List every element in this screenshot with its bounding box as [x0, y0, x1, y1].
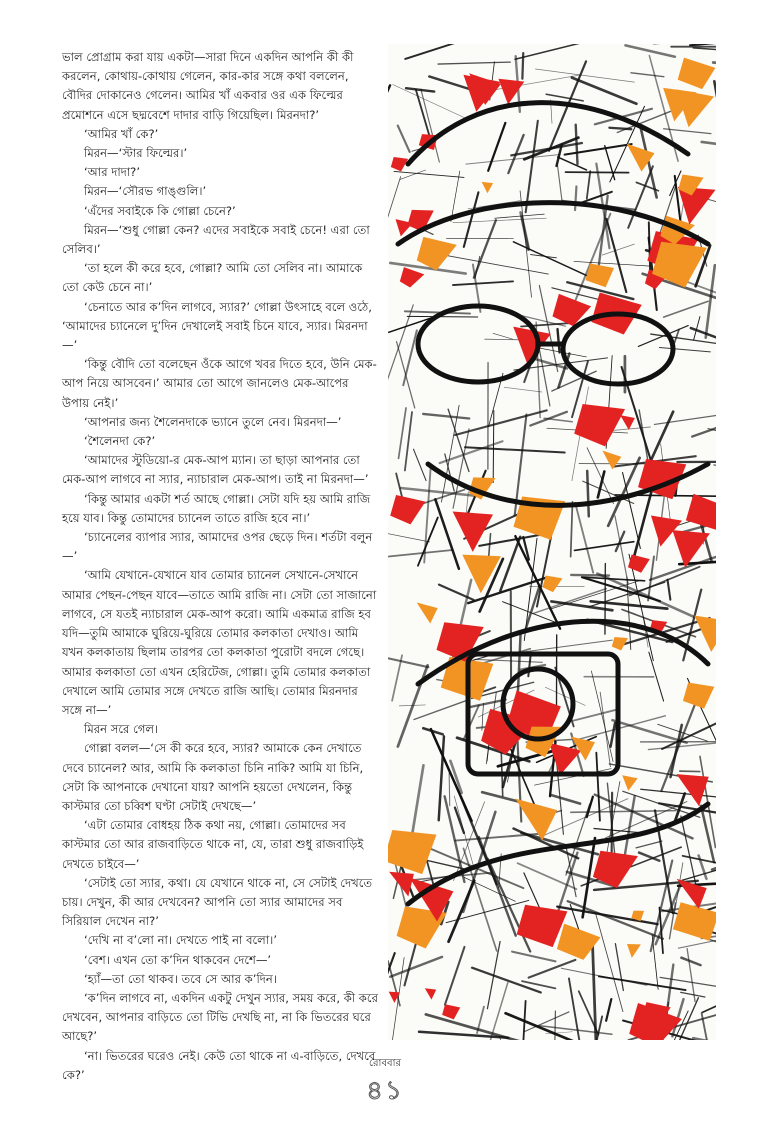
- color-shard: [442, 1004, 460, 1019]
- sketch-stroke: [609, 128, 631, 129]
- sketch-stroke: [407, 316, 477, 317]
- sketch-stroke: [455, 410, 547, 435]
- sketch-stroke: [489, 534, 491, 559]
- body-paragraph: ‘ক’দিন লাগবে না, একদিন একটু দেখুন স্যার, সময় করে, কী করে দেখবেন, আপনার বাড়িতে তো টিভি দেখছি না, না কি ভিতরের ঘরে আছে?’: [62, 990, 378, 1044]
- sketch-stroke: [405, 44, 454, 59]
- sketch-stroke: [683, 866, 716, 880]
- sketch-stroke: [515, 44, 601, 59]
- sketch-illustration: [388, 44, 716, 1040]
- sketch-stroke: [493, 411, 494, 483]
- sketch-stroke: [641, 789, 716, 797]
- body-paragraph: ‘এটা তোমার বোধহয় ঠিক কথা নয়, গোল্লা। তোমাদের সব কাস্টমার তো আর রাজবাড়িতে থাকে না, যে, তারা শুধু রাজবাড়িই দেখতে চাইবে—’: [62, 818, 364, 871]
- sketch-stroke: [714, 81, 716, 110]
- sketch-stroke: [615, 944, 623, 991]
- sketch-stroke: [406, 88, 434, 91]
- sketch-stroke: [453, 281, 513, 285]
- sketch-stroke: [449, 881, 475, 942]
- body-paragraph: মিরন—‘সৌরভ গাঙ্গুলি।’: [84, 184, 207, 199]
- sketch-stroke: [571, 502, 573, 557]
- sketch-stroke: [659, 348, 710, 352]
- sketch-stroke: [566, 804, 590, 875]
- sketch-stroke: [435, 499, 459, 568]
- sketch-stroke: [558, 329, 560, 352]
- sketch-stroke: [702, 975, 716, 1012]
- sketch-stroke: [571, 575, 609, 576]
- body-paragraph: ‘আমি যেখানে-যেখানে যাব তোমার চ্যানেল সেখানে-সেখানে আমার পেছন-পেছন যাবে—তাতে আমি রাজি না। সেটা তো সাজানো লাগবে, সে যতই ন্যাচারাল মেক-আপ করো। আমি একমাত্র রাজি হব যদি—তুমি আমাকে ঘুরিয়ে-ঘুরিয়ে তোমার কলকাতা দেখাও। আমি যখন কলকাতায় ছিলাম তারপর তো কলকাতা পুরোটা বদলে গেছে। আমার কলকাতা তো এখন হেরিটেজ, গোল্লা। তুমি তোমার কলকাতা দেখালে আমি তোমার সঙ্গে দেখতে রাজি আছি। তোমার মিরনদার সঙ্গে না—’: [62, 568, 377, 717]
- sketch-stroke: [393, 85, 466, 119]
- sketch-stroke: [690, 44, 716, 45]
- color-shard: [390, 495, 425, 524]
- color-shard: [400, 267, 424, 287]
- color-shard: [622, 775, 637, 790]
- sketch-stroke: [518, 634, 521, 691]
- color-shard: [620, 415, 635, 430]
- body-paragraph: ‘সেটাই তো স্যার, কথা। যে যেখানে থাকে না, সে সেটাই দেখতে চায়। দেখুন, কী আর দেখবেন? আপনি তো স্যার আমাদের সব সিরিয়াল দেখেন না?’: [62, 875, 373, 929]
- body-paragraph: ‘আর দাদা?’: [84, 165, 141, 180]
- sketch-stroke: [693, 1038, 716, 1040]
- body-paragraph: ভাল প্রোগ্রাম করা যায় একটা—সারা দিনে একদিন আপনি কী কী করলেন, কোথায়-কোথায় গেলেন, কার-কার সঙ্গে কথা বললেন, বৌদির দোকানেও গেলেন। আমির খাঁ একবার ওর এক ফিল্মের প্রমোশনে এসে ছদ্মবেশে দাদার বাড়ি গিয়েছিল। মিরনদা?’: [62, 50, 354, 122]
- body-paragraph: ‘চ্যানেলের ব্যাপার স্যার, আমাদের ওপর ছেড়ে দিন। শর্তটা বলুন—’: [62, 530, 373, 564]
- body-paragraph: ‘আপনার জন্য শৈলেনদাকে ভ্যানে তুলে নেব। মিরনদা—’: [84, 414, 342, 429]
- sketch-stroke: [522, 217, 529, 249]
- sketch-stroke: [479, 837, 516, 936]
- body-paragraph: মিরন—‘শুধু গোল্লা কেন? এদের সবাইকে সবাই চেনে! এরা তো সেলিব।’: [62, 222, 370, 257]
- sketch-stroke: [453, 429, 469, 508]
- sketch-stroke: [606, 999, 611, 1021]
- color-shard: [482, 182, 493, 193]
- sketch-stroke: [504, 387, 542, 392]
- sketch-stroke: [664, 301, 709, 317]
- sketch-stroke: [574, 261, 651, 266]
- sketch-stroke: [558, 157, 587, 170]
- sketch-stroke: [526, 121, 538, 213]
- sketch-stroke: [668, 580, 671, 600]
- sketch-stroke: [535, 769, 612, 786]
- color-shard: [673, 902, 716, 941]
- color-shard: [425, 988, 436, 999]
- sketch-stroke: [598, 471, 604, 497]
- sketch-stroke: [403, 330, 417, 385]
- sketch-stroke: [495, 214, 545, 218]
- sketch-stroke: [390, 957, 442, 977]
- sketch-stroke: [513, 242, 589, 277]
- sketch-stroke: [612, 720, 686, 742]
- color-shard: [417, 603, 438, 624]
- sketch-stroke: [681, 992, 705, 997]
- sketch-stroke: [636, 841, 662, 848]
- color-shard: [678, 58, 716, 89]
- sketch-stroke: [389, 550, 453, 557]
- body-paragraph: ‘কিন্তু আমার একটা শর্ত আছে গোল্লা। সেটা যদি হয় আমি রাজি হয়ে যাব। কিন্তু তোমাদের চ্যানেল তাতে রাজি হবে না।’: [62, 491, 371, 525]
- sketch-stroke: [400, 170, 426, 179]
- body-paragraph: ‘দেখি না ব’লো না। দেখতে পাই না বলো।’: [84, 933, 278, 948]
- sketch-stroke: [654, 414, 716, 424]
- sketch-stroke: [518, 863, 577, 889]
- sketch-stroke: [525, 587, 539, 630]
- sketch-stroke: [643, 617, 648, 647]
- color-shard: [453, 511, 493, 551]
- color-shard: [628, 555, 650, 573]
- body-paragraph: মিরন—‘স্টার ফিল্মের।’: [84, 146, 188, 161]
- sketch-stroke: [557, 907, 657, 925]
- article-body: [62, 48, 378, 1085]
- sketch-stroke: [681, 958, 700, 965]
- sketch-stroke: [392, 655, 402, 700]
- sketch-stroke: [388, 85, 390, 160]
- sketch-stroke: [667, 965, 674, 1014]
- sketch-stroke: [649, 222, 650, 271]
- sketch-stroke: [488, 123, 505, 171]
- sketch-stroke: [399, 705, 425, 706]
- sketch-stroke: [493, 333, 513, 339]
- sketch-stroke: [587, 471, 589, 516]
- sketch-stroke: [714, 465, 716, 485]
- sketch-stroke: [701, 806, 714, 862]
- sketch-stroke: [512, 952, 555, 962]
- sketch-stroke: [631, 73, 664, 77]
- sketch-stroke: [592, 938, 596, 1040]
- sketch-stroke: [482, 703, 484, 730]
- sketch-stroke: [413, 449, 426, 480]
- sketch-stroke: [517, 640, 612, 653]
- page-number: ৪১: [366, 1076, 404, 1106]
- body-paragraph: ‘বেশ। এখন তো ক’দিন থাকবেন দেশে—’: [84, 952, 272, 967]
- sketch-stroke: [623, 796, 634, 864]
- color-shard: [417, 237, 457, 270]
- sketch-stroke: [591, 671, 613, 762]
- color-shard: [498, 79, 524, 105]
- sketch-stroke: [500, 537, 520, 591]
- sketch-stroke: [438, 62, 510, 64]
- sketch-stroke: [445, 255, 549, 274]
- sketch-stroke: [405, 412, 412, 470]
- color-shard: [585, 263, 614, 287]
- sketch-stroke: [441, 405, 459, 502]
- magazine-name: রোববার: [369, 1058, 401, 1069]
- sketch-stroke: [602, 244, 634, 255]
- color-shard: [574, 404, 625, 446]
- sketch-stroke: [693, 48, 716, 50]
- sketch-stroke: [418, 518, 438, 566]
- sketch-stroke: [539, 286, 557, 372]
- sketch-stroke: [455, 808, 464, 833]
- sketch-stroke: [399, 408, 406, 458]
- sketch-stroke: [626, 45, 675, 56]
- sketch-stroke: [587, 171, 590, 199]
- color-shard: [683, 683, 714, 709]
- body-paragraph: ‘না। ভিতরের ঘরেও নেই। কেউ তো থাকে না এ-বাড়িতে, দেখবে কে?’: [62, 1048, 376, 1082]
- body-paragraph: গোল্লা বলল—‘সে কী করে হবে, স্যার? আমাকে কেন দেখাতে দেবে চ্যানেল? আর, আমি কি কলকাতা চিনি নাকি? আমি যা চিনি, সেটা কি আপনাকে দেখানো যায়? আপনি হয়তো দেখলেন, কিন্তু কাস্টমার তো চব্বিশ ঘণ্টা সেটাই দেখছে—’: [62, 741, 364, 813]
- color-shard: [542, 576, 562, 593]
- sketch-stroke: [414, 700, 468, 720]
- sketch-stroke: [600, 692, 610, 766]
- sketch-stroke: [398, 126, 410, 152]
- sketch-stroke: [528, 655, 530, 676]
- sketch-stroke: [575, 186, 576, 210]
- sketch-stroke: [606, 219, 626, 292]
- sketch-stroke: [453, 218, 546, 222]
- sketch-stroke: [596, 753, 600, 821]
- sketch-stroke: [681, 816, 696, 886]
- color-shard: [694, 615, 716, 651]
- sketch-stroke: [394, 171, 464, 177]
- body-paragraph: ‘আমাদের স্টুডিয়ো-র মেক-আপ ম্যান। তা ছাড়া আপনার তো মেক-আপ লাগবে না স্যার, ন্যাচারাল মেক-আপ। তাই না মিরনদা—’: [62, 453, 369, 487]
- sketch-stroke: [623, 472, 641, 548]
- sketch-stroke: [389, 658, 429, 667]
- sketch-stroke: [565, 144, 632, 155]
- color-shard: [627, 944, 641, 958]
- body-paragraph: ‘আমির খাঁ কে?’: [84, 126, 159, 141]
- sketch-stroke: [702, 142, 716, 147]
- sketch-stroke: [573, 710, 616, 721]
- body-paragraph: ‘এঁদের সবাইকে কি গোল্লা চেনে?’: [84, 203, 236, 218]
- color-shard: [389, 872, 414, 897]
- body-paragraph: ‘হ্যাঁ—তা তো থাকব। তবে সে আর ক’দিন।: [84, 971, 277, 986]
- sketch-stroke: [546, 94, 583, 101]
- sketch-stroke: [575, 503, 593, 573]
- sketch-stroke: [449, 773, 450, 805]
- body-paragraph: ‘কিন্তু বৌদি তো বলেছেন ওঁকে আগে খবর দিতে হবে, উনি মেক-আপ নিয়ে আসবেন।’ আমার তো আগে জানলেও মেক-আপের উপায় নেই।’: [62, 357, 377, 410]
- color-shard: [678, 187, 716, 225]
- sketch-stroke: [670, 171, 681, 196]
- sketch-stroke: [671, 725, 682, 777]
- sketch-stroke: [551, 795, 580, 804]
- body-paragraph: ‘শৈলেনদা কে?’: [84, 434, 156, 449]
- sketch-stroke: [529, 960, 576, 978]
- body-paragraph: মিরন সরে গেল।: [84, 722, 159, 737]
- sketch-stroke: [611, 723, 615, 747]
- body-paragraph: ‘চেনাতে আর ক’দিন লাগবে, স্যার?’ গোল্লা উৎসাহে বলে ওঠে, ‘আমাদের চ্যানেলে দু’দিন দেখালেই সবাই চিনে যাবে, স্যার। মিরনদা—’: [62, 299, 372, 353]
- sketch-stroke: [445, 947, 465, 1005]
- sketch-stroke: [388, 534, 429, 542]
- body-paragraph: ‘তা হলে কী করে হবে, গোল্লা? আমি তো সেলিব না। আমাকে তো কেউ চেনে না।’: [62, 261, 363, 295]
- sketch-stroke: [692, 411, 716, 436]
- sketch-stroke: [557, 163, 562, 203]
- sketch-stroke: [423, 414, 469, 419]
- sketch-stroke: [538, 344, 549, 406]
- sketch-stroke: [574, 542, 633, 551]
